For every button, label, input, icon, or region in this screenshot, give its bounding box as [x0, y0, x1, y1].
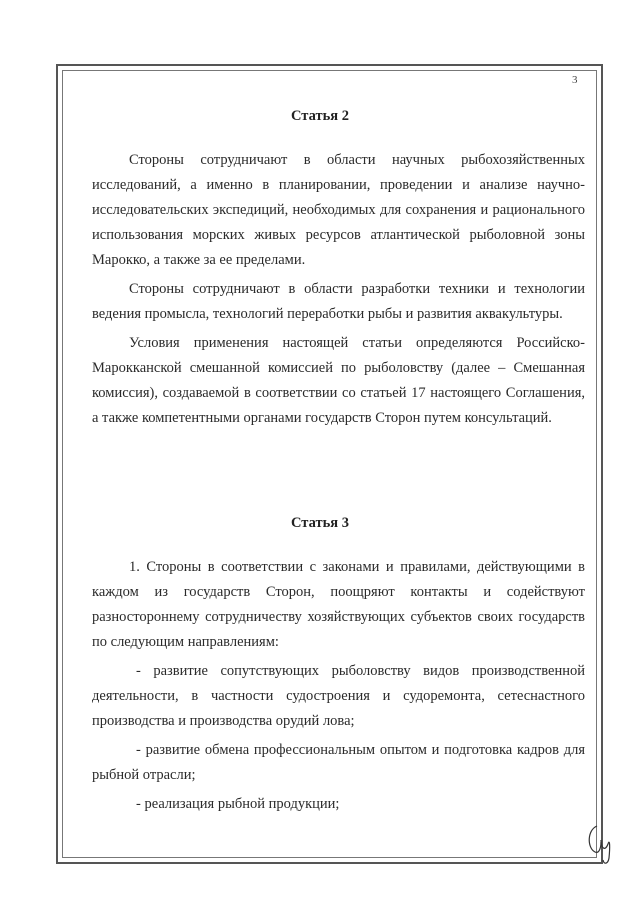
- article-2-paragraph-1: Стороны сотрудничают в области научных рыбохозяйственных исследований, а именно в планировании, проведении и анализе научно-исследовательских экспедиций, необходимых для сохранения и рационального использования морских живых ресурсов атлантической рыболовной зоны Марокко, а также за ее пределами.: [92, 152, 585, 268]
- handwritten-initials-signature: [583, 818, 617, 868]
- article-3-item-1: - развитие сопутствующих рыболовству видов производственной деятельности, в частности судостроения и судоремонта, сетеснастного производства и производства орудий лова;: [92, 663, 585, 729]
- article-2-body: [92, 148, 585, 431]
- page-number: 3: [572, 74, 578, 86]
- article-3-item-3: - реализация рыбной продукции;: [136, 796, 340, 812]
- article-3-heading: Статья 3: [291, 515, 349, 531]
- article-2-paragraph-2: Стороны сотрудничают в области разработки техники и технологии ведения промысла, технологий переработки рыбы и развития аквакультуры.: [92, 281, 585, 322]
- article-3-item-2: - развитие обмена профессиональным опытом и подготовка кадров для рыбной отрасли;: [92, 742, 585, 783]
- article-3-body: [92, 555, 585, 817]
- article-3-clause-1: 1. Стороны в соответствии с законами и правилами, действующими в каждом из государств Сторон, поощряют контакты и содействуют разностороннему сотрудничеству хозяйствующих субъектов своих государств по следующим направлениям:: [92, 559, 585, 650]
- article-2-paragraph-3: Условия применения настоящей статьи определяются Российско-Марокканской смешанной комиссией по рыболовству (далее – Смешанная комиссия), создаваемой в соответствии со статьей 17 настоящего Соглашения, а также компетентными органами государств Сторон путем консультаций.: [92, 335, 585, 426]
- article-2-heading: Статья 2: [291, 108, 349, 124]
